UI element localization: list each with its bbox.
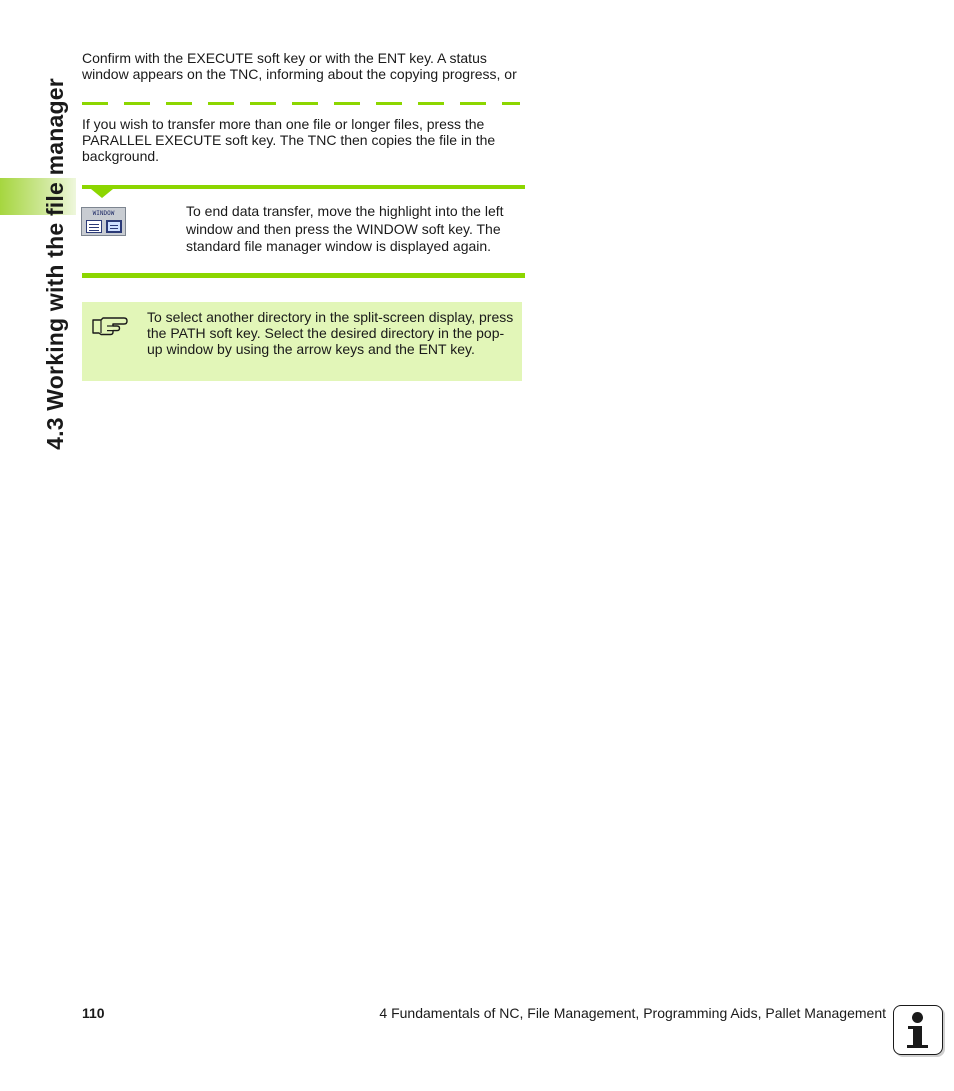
section-notch — [91, 189, 113, 198]
chapter-side-title: 4.3 Working with the file manager — [42, 78, 68, 450]
paragraph-parallel-execute: If you wish to transfer more than one file or longer files, press the PARALLEL EXECUTE soft key. The TNC then copies the file in the background. — [82, 116, 496, 164]
paragraph-end-transfer: To end data transfer, move the highlight into the left window and then press the WINDOW soft key. The standard file manager window is displayed again. — [186, 203, 504, 254]
paragraph-execute: Confirm with the EXECUTE soft key or with the ENT key. A status window appears on the TNC, informing about the copying progress, or — [82, 50, 517, 82]
softkey-label: WINDOW — [92, 210, 115, 217]
left-window-icon — [86, 220, 102, 233]
note-box — [82, 302, 522, 381]
window-softkey-icon — [81, 207, 126, 236]
dashed-separator — [82, 102, 520, 105]
info-icon-dot — [912, 1012, 923, 1023]
footer-chapter-title: 4 Fundamentals of NC, File Management, Programming Aids, Pallet Management — [379, 1005, 886, 1021]
note-text: To select another directory in the split-screen display, press the PATH soft key. Select the desired directory in the pop-up window by using the arrow keys and the ENT key. — [147, 309, 514, 357]
info-icon-serif-bottom — [907, 1045, 928, 1048]
right-window-icon — [106, 220, 122, 233]
pointing-hand-icon — [91, 311, 129, 337]
section-bottom-bar — [82, 273, 525, 278]
page-number: 110 — [82, 1005, 105, 1021]
info-icon-stem — [913, 1026, 922, 1046]
info-icon — [893, 1005, 943, 1055]
section-top-bar — [82, 185, 525, 189]
